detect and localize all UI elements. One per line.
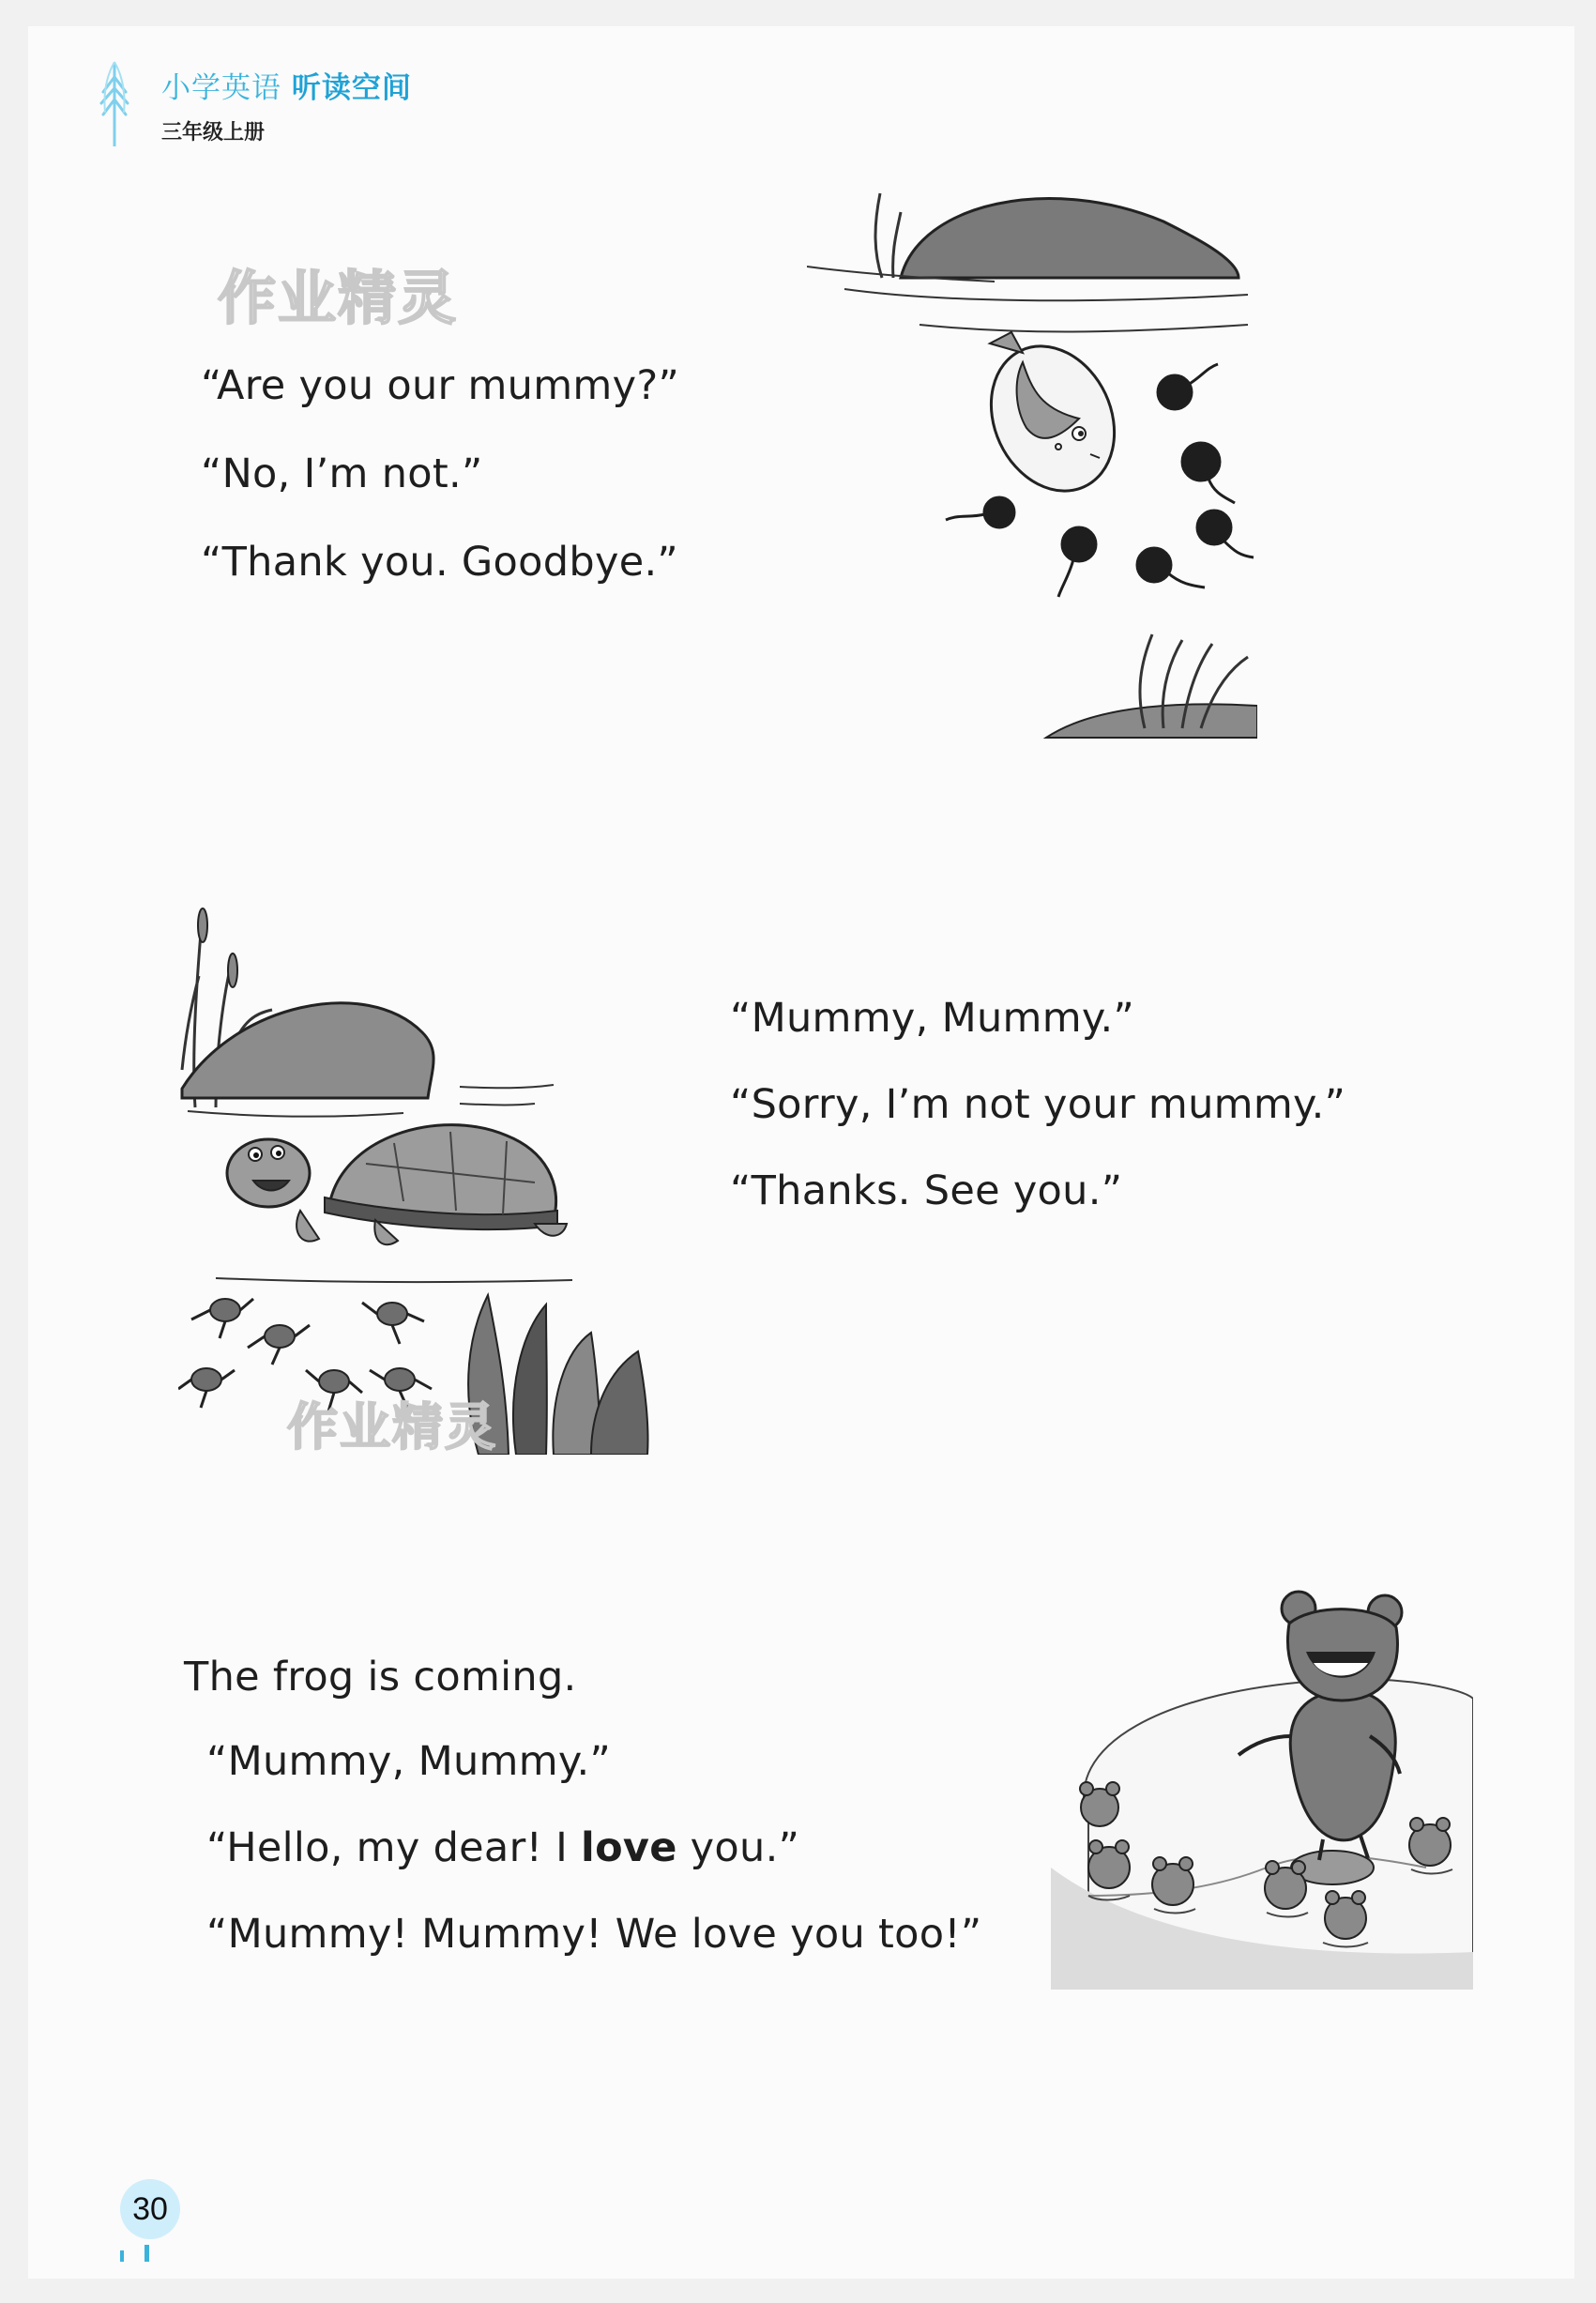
scene1-line-3: “Thank you. Goodbye.” (201, 539, 678, 586)
scene3-line-2-start: “Hello, my dear! I (206, 1824, 582, 1871)
frog-family-illustration (1051, 1586, 1473, 1990)
fish-icon (968, 326, 1137, 511)
scene3-line-2 (206, 1824, 799, 1871)
fish-tadpoles-illustration (807, 184, 1257, 747)
tree-logo-icon (94, 58, 135, 148)
page-tick-marks (120, 2245, 158, 2264)
scene1-line-1: “Are you our mummy?” (201, 362, 680, 409)
turtle-illustration (178, 901, 657, 1455)
grade-subtitle: 三年级上册 (161, 120, 266, 145)
watermark-middle: 作业精灵 (287, 1397, 497, 1457)
scene1-line-2: “No, I’m not.” (201, 450, 483, 497)
scene3-intro: The frog is coming. (184, 1654, 577, 1701)
series-title-light: 小学英语 (161, 71, 281, 105)
series-title (161, 64, 412, 106)
scene2-line-3: “Thanks. See you.” (730, 1167, 1123, 1214)
scene2-line-1: “Mummy, Mummy.” (730, 995, 1135, 1042)
series-title-bold: 听读空间 (291, 71, 412, 105)
scene2-line-2: “Sorry, I’m not your mummy.” (730, 1081, 1346, 1128)
turtle-icon (227, 1125, 567, 1245)
watermark-top: 作业精灵 (218, 264, 459, 332)
scene3-line-3: “Mummy! Mummy! We love you too!” (206, 1911, 982, 1958)
page-header (94, 58, 563, 152)
scene3-line-2-end: you.” (676, 1824, 800, 1871)
scene3-line-1: “Mummy, Mummy.” (206, 1738, 612, 1785)
page-number-badge: 30 (120, 2179, 180, 2239)
scene3-line-2-emphasis: love (581, 1824, 677, 1871)
